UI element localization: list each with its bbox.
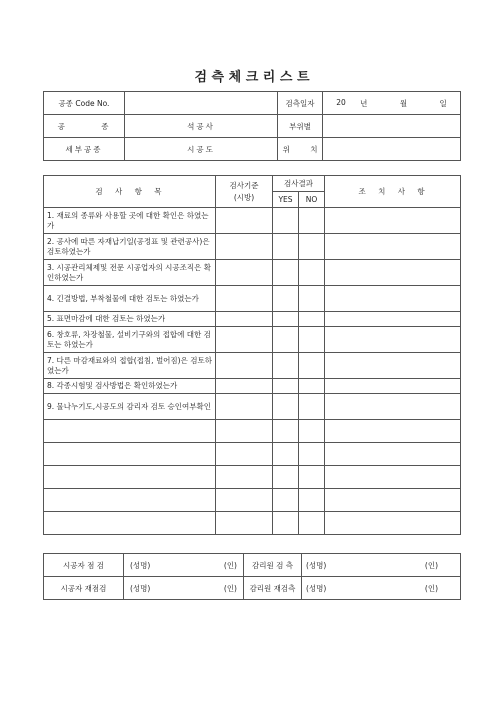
checklist-yes-cell[interactable] <box>273 394 299 420</box>
checklist-row <box>44 466 461 489</box>
checklist-standard-cell[interactable] <box>216 512 273 535</box>
checklist-item-text: 3. 시공관리체제및 전문 시공업자의 시공조직은 확인하였는가 <box>44 260 216 286</box>
checklist-standard-cell[interactable] <box>216 489 273 512</box>
checklist-yes-cell[interactable] <box>273 466 299 489</box>
signoff-inspector-seal: (인) <box>424 560 439 570</box>
checklist-yes-cell[interactable] <box>273 443 299 466</box>
col-result-header: 검사결과 <box>273 176 325 192</box>
checklist-action-cell[interactable] <box>325 260 461 286</box>
checklist-item-text: 9. 물나누기도,시공도의 감리자 검토 승인여부확인 <box>44 394 216 420</box>
checklist-item-text <box>44 489 216 512</box>
col-yes-header: YES <box>273 192 299 208</box>
date-value[interactable] <box>323 92 461 115</box>
date-month-unit: 월 <box>399 98 408 108</box>
signoff-inspector-recheck-name: (성명) <box>306 583 327 593</box>
signoff-builder-name: (성명) <box>130 560 151 570</box>
page-title: 검 측 체 크 리 스 트 <box>194 70 310 85</box>
checklist-standard-cell[interactable] <box>216 327 273 353</box>
checklist-row <box>44 489 461 512</box>
checklist-table <box>43 175 461 535</box>
work-value[interactable]: 석공사 <box>125 115 278 138</box>
work-label: 공 종 <box>44 115 125 138</box>
signoff-inspector-field[interactable] <box>302 554 461 577</box>
signoff-inspector-label: 감리원 검 측 <box>244 554 302 577</box>
checklist-yes-cell[interactable] <box>273 379 299 394</box>
checklist-standard-cell[interactable] <box>216 286 273 312</box>
signoff-builder-recheck-seal: (인) <box>223 583 237 593</box>
checklist-no-cell[interactable] <box>299 208 325 234</box>
checklist-row <box>44 327 461 353</box>
checklist-item-text <box>44 420 216 443</box>
checklist-action-cell[interactable] <box>325 312 461 327</box>
checklist-standard-cell[interactable] <box>216 379 273 394</box>
checklist-item-text: 6. 창호류, 차장철물, 설비기구와의 접합에 대한 검토는 하였는가 <box>44 327 216 353</box>
checklist-standard-cell[interactable] <box>216 312 273 327</box>
checklist-action-cell[interactable] <box>325 420 461 443</box>
checklist-action-cell[interactable] <box>325 234 461 260</box>
checklist-item-text: 1. 재료의 종류와 사용할 곳에 대한 확인은 하였는가 <box>44 208 216 234</box>
checklist-action-cell[interactable] <box>325 512 461 535</box>
checklist-action-cell[interactable] <box>325 489 461 512</box>
col-standard-sub: (시방) <box>233 192 255 202</box>
signoff-inspector-recheck-field[interactable] <box>302 577 461 600</box>
signoff-builder-recheck-field[interactable] <box>124 577 244 600</box>
checklist-no-cell[interactable] <box>299 260 325 286</box>
checklist-yes-cell[interactable] <box>273 420 299 443</box>
signoff-builder-recheck-name: (성명) <box>130 583 151 593</box>
header-table <box>43 91 461 161</box>
checklist-row <box>44 260 461 286</box>
signoff-builder-field[interactable] <box>124 554 244 577</box>
checklist-row <box>44 443 461 466</box>
checklist-standard-cell[interactable] <box>216 353 273 379</box>
checklist-row <box>44 234 461 260</box>
checklist-row <box>44 286 461 312</box>
signoff-table <box>43 553 461 600</box>
checklist-action-cell[interactable] <box>325 443 461 466</box>
date-label: 검측일자 <box>278 92 323 115</box>
date-year-unit: 년 <box>360 98 368 108</box>
checklist-item-text: 7. 다른 마감재료와의 접합(접침, 벌어짐)은 검토하였는가 <box>44 353 216 379</box>
checklist-yes-cell[interactable] <box>273 312 299 327</box>
part-label: 부위별 <box>278 115 323 138</box>
checklist-item-text <box>44 443 216 466</box>
col-standard-label: 검사기준 <box>229 180 259 190</box>
checklist-item-text: 5. 표면마감에 대한 검토는 하였는가 <box>44 312 216 327</box>
checklist-row <box>44 379 461 394</box>
checklist-no-cell[interactable] <box>299 420 325 443</box>
checklist-standard-cell[interactable] <box>216 260 273 286</box>
checklist-no-cell[interactable] <box>299 379 325 394</box>
checklist-row <box>44 208 461 234</box>
checklist-item-text <box>44 512 216 535</box>
checklist-yes-cell[interactable] <box>273 286 299 312</box>
signoff-inspector-recheck-seal: (인) <box>424 583 439 593</box>
checklist-no-cell[interactable] <box>299 394 325 420</box>
checklist-standard-cell[interactable] <box>216 234 273 260</box>
checklist-no-cell[interactable] <box>299 353 325 379</box>
col-items-header: 검 사 항 목 <box>44 176 216 208</box>
checklist-standard-cell[interactable] <box>216 208 273 234</box>
code-value[interactable] <box>125 92 278 115</box>
signoff-builder-label: 시공자 점 검 <box>44 554 124 577</box>
checklist-action-cell[interactable] <box>325 394 461 420</box>
checklist-no-cell[interactable] <box>299 312 325 327</box>
checklist-item-text: 4. 긴결방법, 부착철물에 대한 검토는 하였는가 <box>44 286 216 312</box>
col-standard-header <box>216 176 273 208</box>
checklist-action-cell[interactable] <box>325 466 461 489</box>
checklist-row <box>44 312 461 327</box>
checklist-yes-cell[interactable] <box>273 260 299 286</box>
col-no-header: NO <box>299 192 325 208</box>
checklist-yes-cell[interactable] <box>273 512 299 535</box>
checklist-yes-cell[interactable] <box>273 208 299 234</box>
checklist-row <box>44 353 461 379</box>
checklist-yes-cell[interactable] <box>273 353 299 379</box>
checklist-no-cell[interactable] <box>299 443 325 466</box>
checklist-no-cell[interactable] <box>299 466 325 489</box>
checklist-standard-cell[interactable] <box>216 420 273 443</box>
checklist-standard-cell[interactable] <box>216 466 273 489</box>
location-value[interactable] <box>323 138 461 161</box>
checklist-no-cell[interactable] <box>299 286 325 312</box>
checklist-action-cell[interactable] <box>325 286 461 312</box>
location-label: 위 치 <box>278 138 323 161</box>
checklist-row <box>44 512 461 535</box>
checklist-row <box>44 394 461 420</box>
checklist-yes-cell[interactable] <box>273 234 299 260</box>
col-action-header: 조 치 사 항 <box>325 176 461 208</box>
signoff-builder-seal: (인) <box>223 560 237 570</box>
signoff-inspector-recheck-label: 감리원 재검측 <box>244 577 302 600</box>
part-value[interactable] <box>323 115 461 138</box>
checklist-no-cell[interactable] <box>299 327 325 353</box>
subwork-value[interactable]: 시공도 <box>125 138 278 161</box>
code-label: 공종 Code No. <box>44 92 125 115</box>
checklist-action-cell[interactable] <box>325 379 461 394</box>
checklist-no-cell[interactable] <box>299 489 325 512</box>
checklist-no-cell[interactable] <box>299 234 325 260</box>
checklist-no-cell[interactable] <box>299 512 325 535</box>
date-year: 20 <box>336 97 346 107</box>
checklist-yes-cell[interactable] <box>273 327 299 353</box>
checklist-action-cell[interactable] <box>325 208 461 234</box>
checklist-item-text: 8. 각종시험및 검사방법은 확인하였는가 <box>44 379 216 394</box>
date-day-unit: 일 <box>439 98 447 108</box>
checklist-standard-cell[interactable] <box>216 443 273 466</box>
subwork-label: 세부공종 <box>44 138 125 161</box>
checklist-item-text: 2. 공사에 따른 자재납기일(공정표 및 관련공사)은 검토하였는가 <box>44 234 216 260</box>
checklist-item-text <box>44 466 216 489</box>
checklist-row <box>44 420 461 443</box>
signoff-builder-recheck-label: 시공자 재점검 <box>44 577 124 600</box>
checklist-yes-cell[interactable] <box>273 489 299 512</box>
checklist-action-cell[interactable] <box>325 353 461 379</box>
signoff-inspector-name: (성명) <box>306 560 327 570</box>
checklist-action-cell[interactable] <box>325 327 461 353</box>
checklist-standard-cell[interactable] <box>216 394 273 420</box>
